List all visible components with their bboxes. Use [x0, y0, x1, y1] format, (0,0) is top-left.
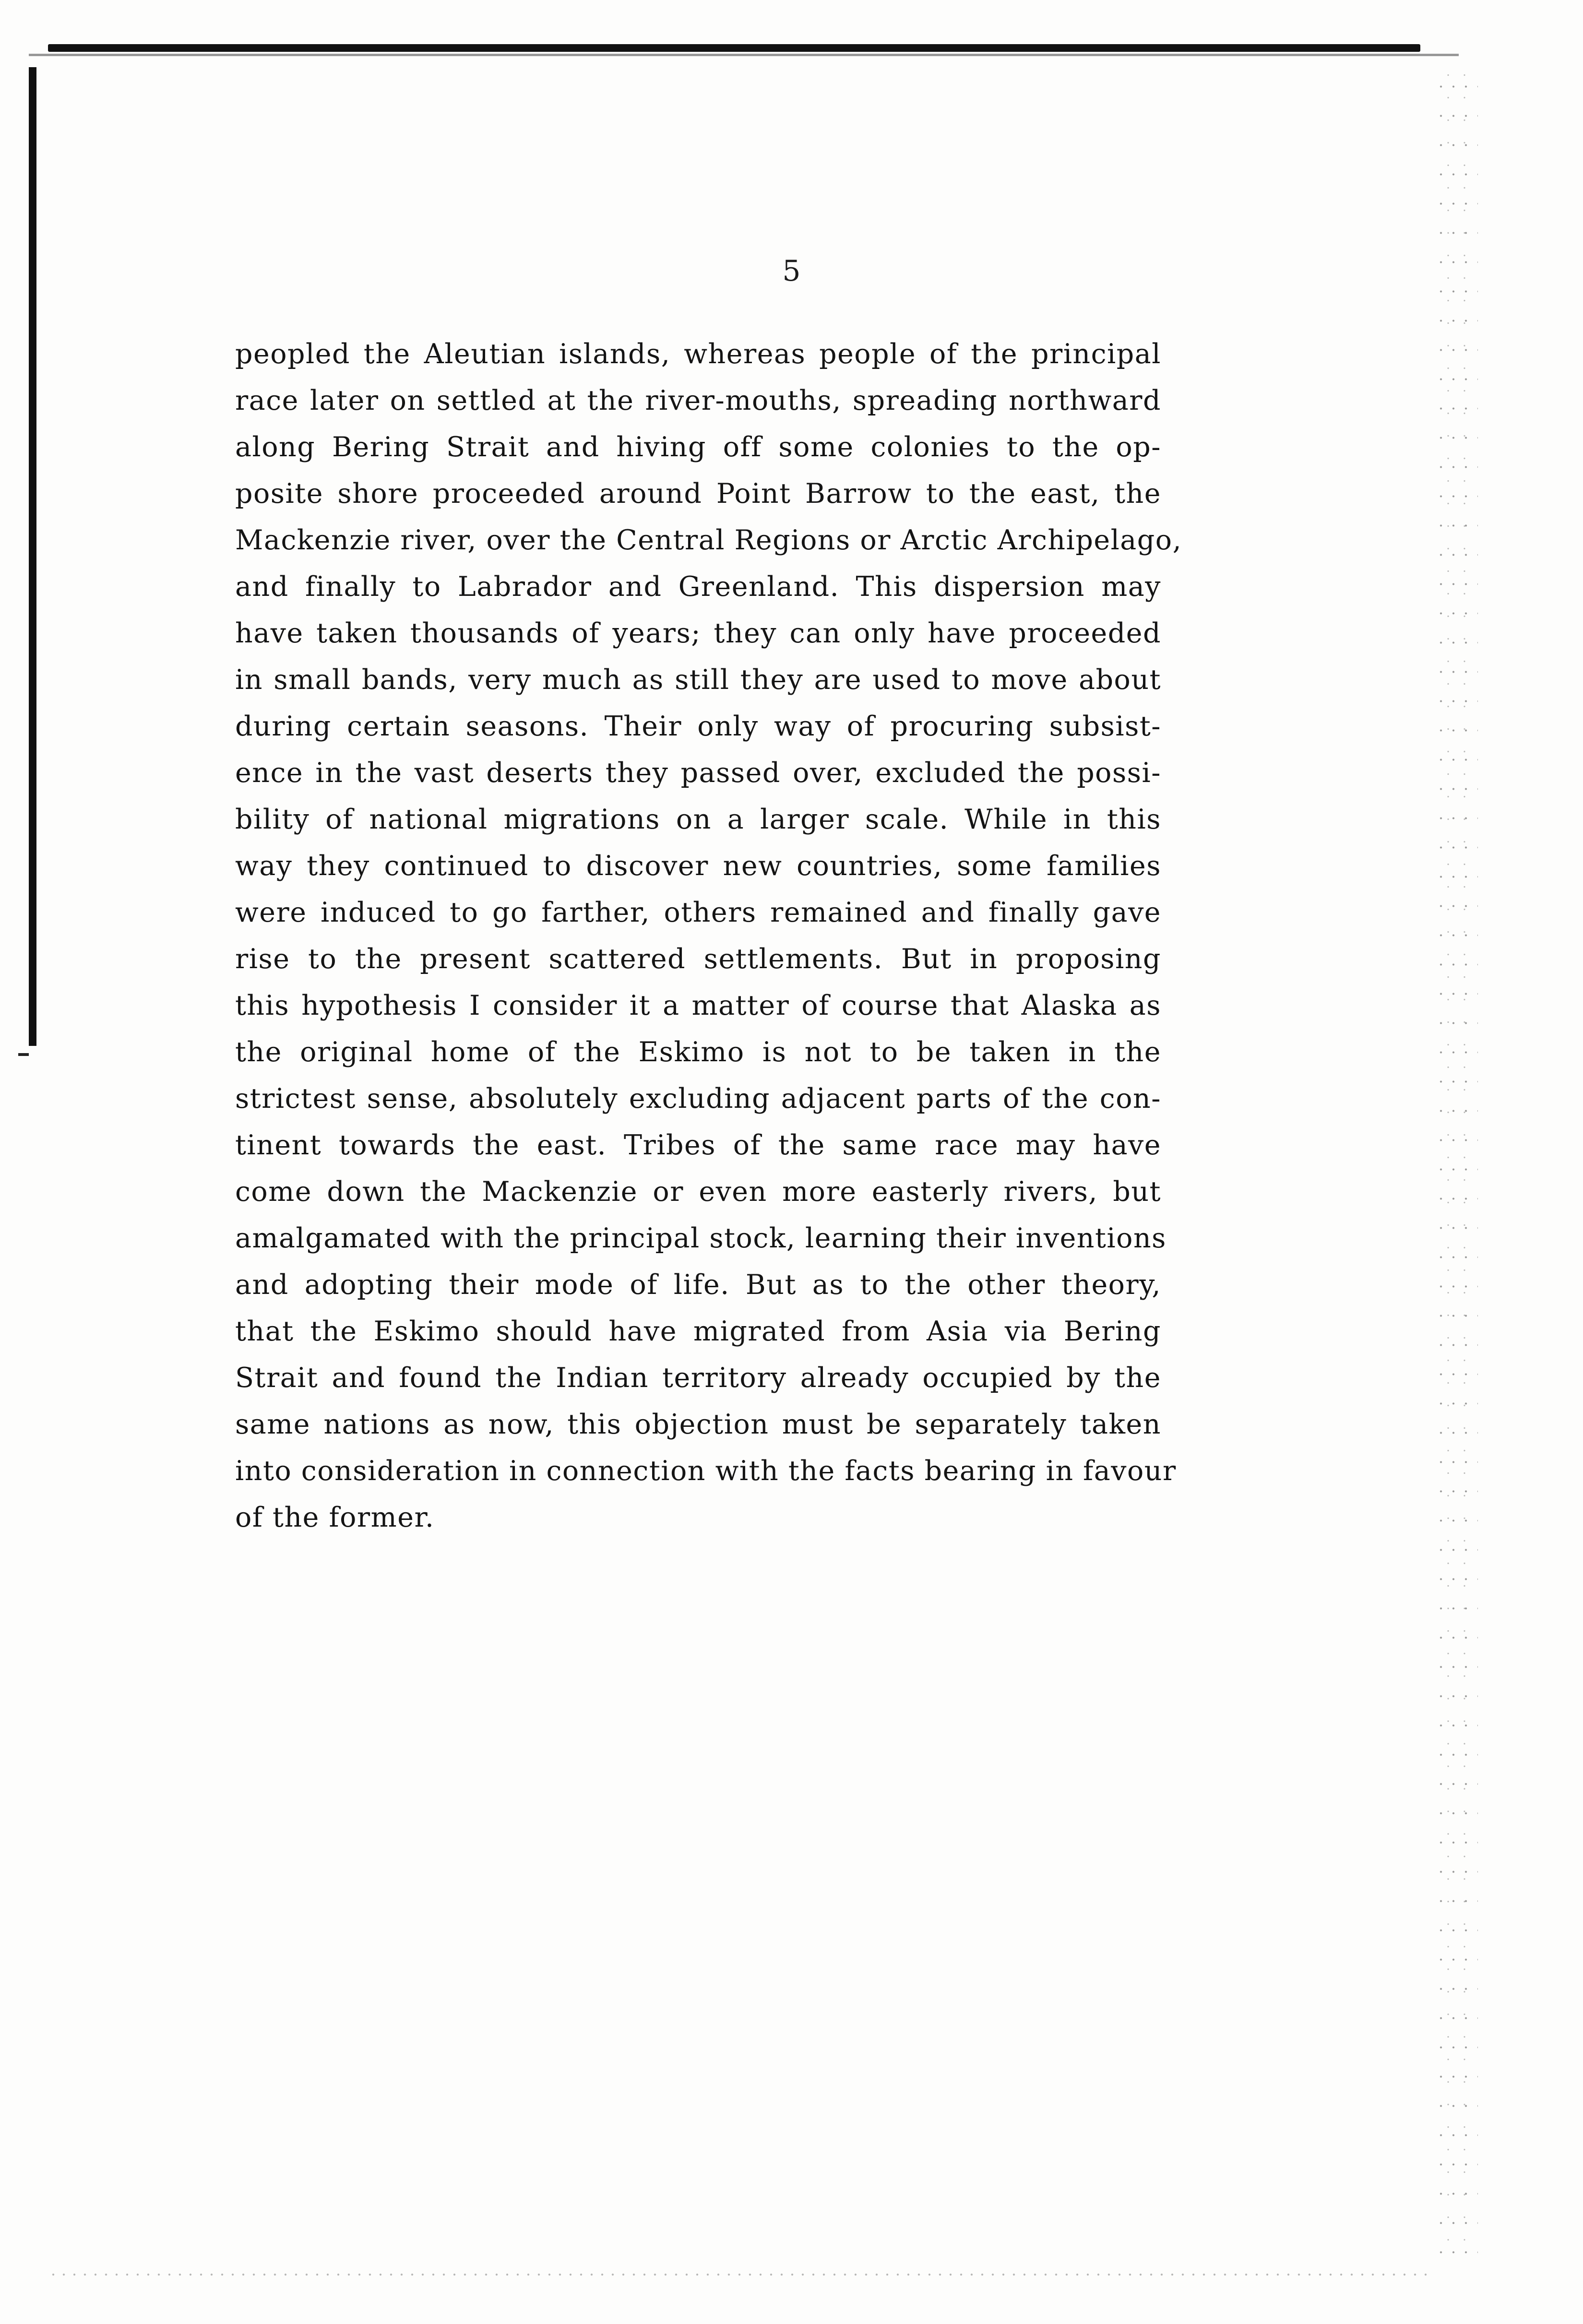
text-line: of the former.: [235, 1502, 435, 1533]
text-line: amalgamated with the principal stock, learning their inventions: [235, 1222, 1166, 1254]
bottom-edge-scan-noise: [48, 2269, 1430, 2280]
text-line: Mackenzie river, over the Central Regions or Arctic Archipelago,: [235, 524, 1182, 556]
text-line: ence in the vast deserts they passed over, excluded the possi-: [235, 757, 1161, 789]
text-line: way they continued to discover new countries, some families: [235, 850, 1161, 882]
text-line: the original home of the Eskimo is not to be taken in the: [235, 1036, 1161, 1068]
text-line: tinent towards the east. Tribes of the same race may have: [235, 1129, 1161, 1161]
text-line: peopled the Aleutian islands, whereas people of the principal: [235, 338, 1161, 370]
text-line: this hypothesis I consider it a matter of course that Alaska as: [235, 990, 1161, 1021]
text-line: along Bering Strait and hiving off some colonies to the op-: [235, 431, 1161, 463]
right-edge-scan-noise: [1435, 72, 1478, 2260]
text-line: rise to the present scattered settlements. But in proposing: [235, 943, 1161, 975]
text-line: Strait and found the Indian territory already occupied by the: [235, 1362, 1161, 1394]
top-edge-scan-rule: [48, 44, 1420, 52]
text-line: same nations as now, this objection must be separately taken: [235, 1409, 1161, 1440]
body-text: [235, 331, 1182, 1541]
text-line: were induced to go farther, others remained and finally gave: [235, 897, 1161, 928]
text-line: come down the Mackenzie or even more easterly rivers, but: [235, 1176, 1161, 1208]
text-line: have taken thousands of years; they can only have proceeded: [235, 617, 1161, 649]
top-edge-scan-shadow: [29, 54, 1459, 56]
text-line: during certain seasons. Their only way of procuring subsist-: [235, 711, 1161, 742]
text-line: that the Eskimo should have migrated from Asia via Bering: [235, 1316, 1161, 1347]
text-line: bility of national migrations on a larger scale. While in this: [235, 804, 1161, 835]
text-line: race later on settled at the river-mouths, spreading northward: [235, 385, 1161, 416]
page-number: 5: [782, 254, 801, 288]
left-edge-scan-tick: [18, 1053, 29, 1056]
text-line: posite shore proceeded around Point Barrow to the east, the: [235, 478, 1161, 510]
text-line: strictest sense, absolutely excluding adjacent parts of the con-: [235, 1083, 1161, 1115]
text-line: into consideration in connection with the facts bearing in favour: [235, 1455, 1177, 1487]
text-line: and adopting their mode of life. But as to the other theory,: [235, 1269, 1161, 1301]
text-line: in small bands, very much as still they are used to move about: [235, 664, 1161, 696]
left-edge-scan-bar: [29, 67, 36, 1046]
text-line: and finally to Labrador and Greenland. This dispersion may: [235, 571, 1161, 603]
